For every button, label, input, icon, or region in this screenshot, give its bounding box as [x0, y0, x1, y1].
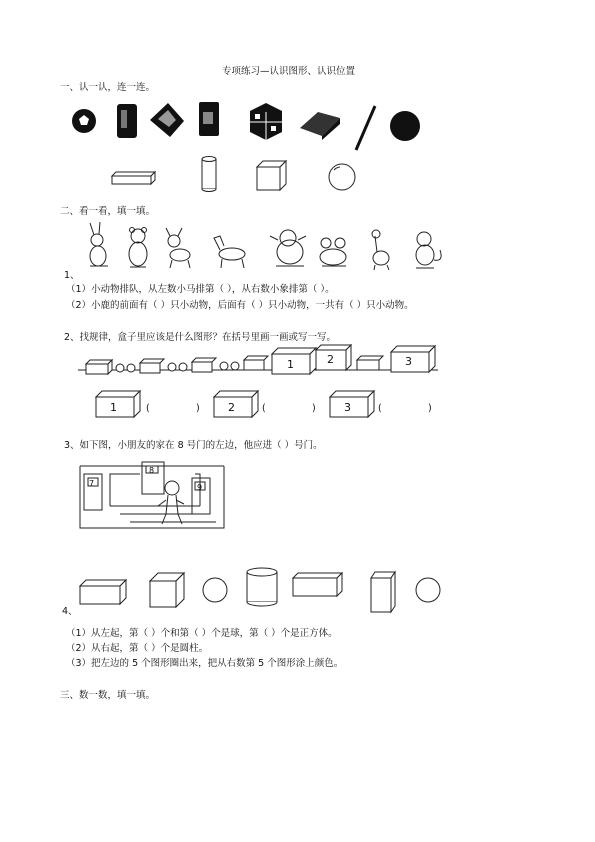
q2-text: 2、找规律，盒子里应该是什么图形？在括号里画一画或写一写。	[64, 332, 337, 343]
chain-box-label-1: 1	[287, 358, 294, 371]
q4-shape-cylinder-4	[247, 568, 277, 606]
answer-box-label-3: 3	[344, 401, 351, 414]
q4-shape-sphere-7	[416, 578, 440, 602]
q4-line-1: （1）从左起，第（ ）个和第（ ）个是球，第（ ）个是正方体。	[66, 628, 338, 639]
q4-shape-tall-cuboid-6	[371, 572, 395, 612]
page-title: 专项练习—认识图形、认识位置	[222, 66, 356, 77]
q3-text: 3、如下图，小朋友的家在 8 号门的左边，他应进（ ）号门。	[64, 440, 323, 451]
section2-heading: 二、看一看，填一填。	[60, 206, 156, 217]
answer-paren-close-3: )	[428, 403, 432, 414]
door-label-7: 7	[89, 479, 95, 488]
answer-paren-open-2: (	[262, 403, 266, 414]
answer-paren-open-3: (	[378, 403, 382, 414]
chain-box-label-2: 2	[327, 353, 334, 366]
section1-heading: 一、认一认，连一连。	[60, 82, 156, 93]
q1-line-2: （2）小鹿的前面有（ ）只小动物，后面有（ ）只小动物，一共有（ ）只小动物。	[66, 300, 414, 311]
section3-heading: 三、数一数，填一填。	[60, 690, 156, 701]
q4-shape-sphere-3	[203, 578, 227, 602]
q1-line-1: （1）小动物排队，从左数小马排第（ ），从右数小象排第（ ）。	[66, 284, 335, 295]
q4-line-3: （3）把左边的 5 个图形圈出来，把从右数第 5 个图形涂上颜色。	[66, 658, 344, 669]
q4-shape-cube-2	[150, 573, 184, 607]
door-label-8: 8	[149, 466, 155, 475]
q1-number: 1、	[64, 270, 80, 281]
door-label-9: 9	[197, 483, 203, 492]
q4-shape-cuboid-1	[80, 580, 126, 604]
answer-paren-open-1: (	[146, 403, 150, 414]
answer-paren-close-2: )	[312, 403, 316, 414]
q4-shape-cuboid-5	[293, 573, 342, 596]
q4-line-2: （2）从右起，第（ ）个是圆柱。	[66, 643, 209, 654]
answer-box-label-1: 1	[110, 401, 117, 414]
chain-box-label-3: 3	[405, 355, 412, 368]
q4-number: 4、	[62, 606, 78, 617]
answer-box-label-2: 2	[228, 401, 235, 414]
answer-paren-close-1: )	[196, 403, 200, 414]
